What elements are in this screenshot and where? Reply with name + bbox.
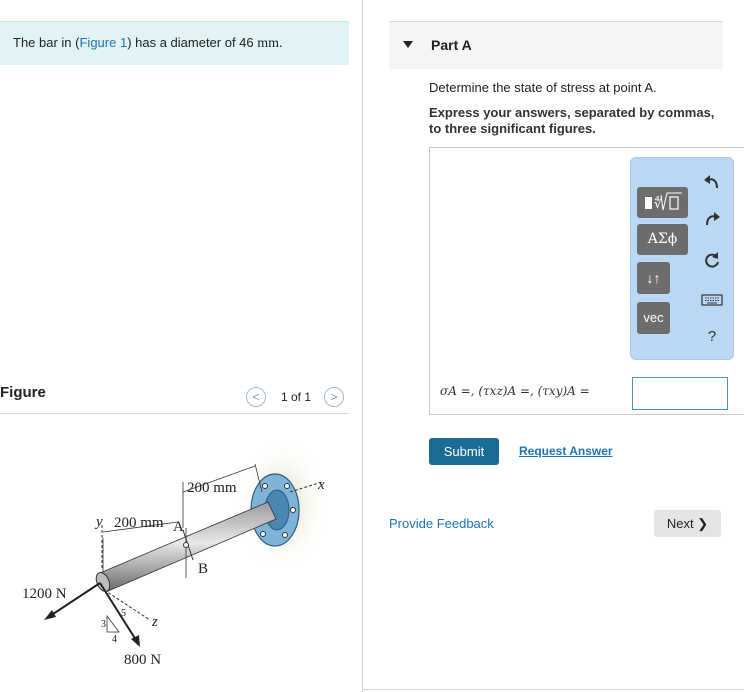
undo-icon[interactable] xyxy=(700,170,724,199)
instruction-text: Express your answers, separated by commas, to three significant figures. xyxy=(429,105,715,136)
redo-icon[interactable] xyxy=(700,207,724,236)
help-icon[interactable]: ? xyxy=(707,328,717,345)
triangle-label-5: 5 xyxy=(121,608,126,619)
next-figure-button[interactable] xyxy=(324,387,344,407)
panel-divider xyxy=(362,0,363,692)
undo-icon-svg xyxy=(700,170,724,194)
next-button[interactable]: Next ❯ xyxy=(654,510,721,537)
force-label-1200: 1200 N xyxy=(22,586,67,602)
y-axis-label: y xyxy=(96,514,103,530)
triangle-label-3: 3 xyxy=(101,619,106,630)
keyboard-icon[interactable] xyxy=(700,291,724,314)
dimension-label-2: 200 mm xyxy=(114,515,164,531)
templates-icon xyxy=(637,187,688,218)
bottom-divider xyxy=(363,689,744,690)
point-a-marker xyxy=(184,543,189,548)
problem-text-prefix: The bar in ( xyxy=(13,35,80,50)
force-label-800: 800 N xyxy=(124,652,162,668)
redo-icon-svg xyxy=(700,207,724,231)
figure-divider xyxy=(0,413,349,414)
figure-diagram xyxy=(0,420,350,685)
force-800-arrow xyxy=(100,583,136,640)
submit-button[interactable]: Submit xyxy=(429,438,499,465)
dimension-label-1: 200 mm xyxy=(187,480,237,496)
problem-unit: mm. xyxy=(257,36,283,51)
svg-text:∜: ∜ xyxy=(654,197,663,212)
chevron-left-icon: < xyxy=(252,390,260,404)
keyboard-icon-svg xyxy=(700,291,724,309)
greek-symbols-button[interactable]: ΑΣϕ xyxy=(637,224,688,255)
z-axis-label: z xyxy=(152,614,158,630)
arrows-button[interactable]: ↓↑ xyxy=(637,262,670,294)
problem-statement xyxy=(13,35,283,52)
answer-equation-label: σA =, (τxz)A =, (τxy)A = xyxy=(440,384,590,398)
z-axis-line xyxy=(104,590,150,620)
part-a-title: Part A xyxy=(431,37,472,53)
prev-figure-button[interactable] xyxy=(246,387,266,407)
chevron-right-icon: > xyxy=(330,390,338,404)
figure-pager: 1 of 1 xyxy=(281,390,312,404)
templates-button[interactable] xyxy=(637,187,688,218)
request-answer-link[interactable]: Request Answer xyxy=(519,444,613,458)
answer-input[interactable] xyxy=(632,377,728,410)
point-b-label: B xyxy=(198,561,209,577)
reset-icon[interactable] xyxy=(700,249,724,278)
triangle-label-4: 4 xyxy=(112,634,117,645)
point-a-label: A xyxy=(173,519,184,535)
question-text: Determine the state of stress at point A. xyxy=(429,80,657,95)
slope-triangle xyxy=(107,616,119,632)
provide-feedback-link[interactable]: Provide Feedback xyxy=(389,516,494,531)
figure-title: Figure xyxy=(0,384,46,401)
figure-link[interactable]: Figure 1 xyxy=(79,35,128,50)
reset-icon-svg xyxy=(700,249,724,273)
problem-text-middle: ) has a diameter of 46 xyxy=(127,35,254,50)
collapse-triangle-icon[interactable] xyxy=(403,41,413,48)
vector-button[interactable]: vec xyxy=(637,302,670,334)
x-axis-label: x xyxy=(318,477,325,493)
